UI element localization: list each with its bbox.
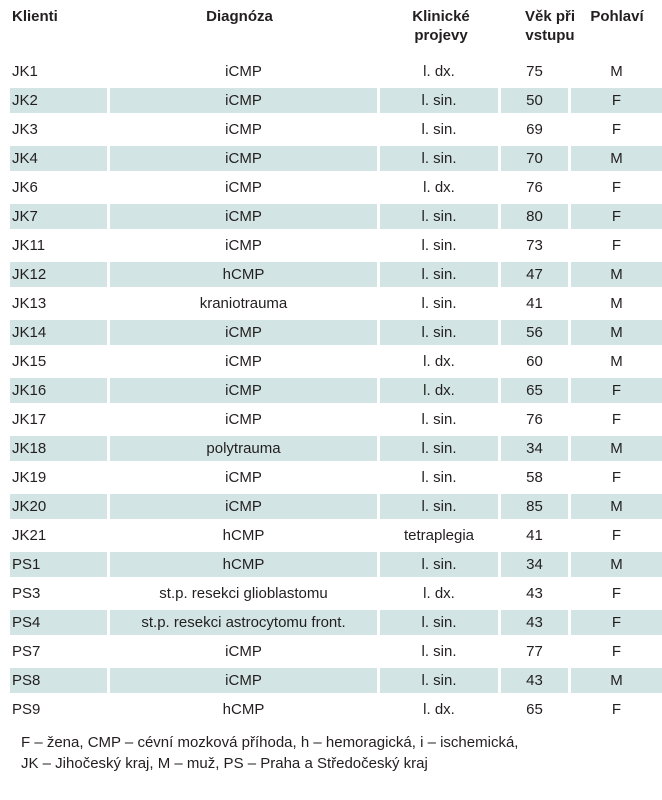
cell-clinical-signs: l. sin. — [421, 411, 457, 428]
cell-diagnosis: hCMP — [222, 701, 265, 718]
cell-clinical-signs: l. sin. — [421, 295, 457, 312]
cell-clinical-signs: l. sin. — [380, 320, 498, 345]
cell-diagnosis: iCMP — [225, 237, 262, 254]
patients-table — [10, 7, 642, 724]
table-row — [10, 115, 642, 144]
cell-clinical-signs: l. sin. — [421, 643, 457, 660]
header-clients — [10, 7, 104, 26]
cell-sex: M — [571, 320, 662, 345]
cell-clinical-signs: l. sin. — [380, 204, 498, 229]
cell-sex: M — [571, 668, 662, 693]
table-row — [10, 666, 642, 695]
cell-sex: M — [571, 146, 662, 171]
cell-client: PS4 — [10, 610, 107, 635]
cell-client: JK11 — [12, 237, 46, 254]
footnote-line-1: F – žena, CMP – cévní mozková příhoda, h – hemoragická, i – ischemická, — [21, 734, 519, 751]
cell-clinical-signs: tetraplegia — [403, 527, 475, 544]
cell-client: PS1 — [10, 552, 107, 577]
table-row — [10, 579, 642, 608]
cell-client: PS7 — [12, 643, 41, 660]
cell-diagnosis: iCMP — [225, 643, 262, 660]
header-age-line2: vstupu — [525, 27, 575, 44]
cell-diagnosis: iCMP — [225, 353, 262, 370]
cell-age: 75 — [526, 63, 543, 80]
cell-client: JK18 — [10, 436, 107, 461]
table-row — [10, 434, 642, 463]
cell-sex: F — [571, 378, 662, 403]
cell-sex: M — [571, 552, 662, 577]
cell-sex: F — [611, 643, 622, 660]
footnote-line-2: JK – Jihočeský kraj, M – muž, PS – Praha a Středočeský kraj — [21, 755, 428, 772]
table-row — [10, 550, 642, 579]
header-diagnosis-line1: Diagnóza — [206, 8, 273, 25]
table-row — [10, 57, 642, 86]
cell-diagnosis: iCMP — [225, 121, 262, 138]
cell-age: 47 — [501, 262, 568, 287]
cell-age: 76 — [526, 179, 543, 196]
header-sex-line1: Pohlaví — [590, 8, 644, 25]
cell-diagnosis: hCMP — [110, 552, 377, 577]
header-clinical-signs — [382, 7, 500, 45]
cell-clinical-signs: l. dx. — [423, 701, 455, 718]
cell-clinical-signs: l. sin. — [380, 610, 498, 635]
table-row — [10, 173, 642, 202]
cell-sex: F — [571, 88, 662, 113]
cell-clinical-signs: l. dx. — [423, 353, 455, 370]
cell-clinical-signs: l. sin. — [421, 469, 457, 486]
table-row — [10, 463, 642, 492]
cell-diagnosis: iCMP — [225, 469, 262, 486]
table-row — [10, 492, 642, 521]
cell-sex: F — [571, 204, 662, 229]
cell-clinical-signs: l. sin. — [380, 668, 498, 693]
cell-client: PS9 — [12, 701, 41, 718]
cell-client: JK1 — [12, 63, 38, 80]
cell-clinical-signs: l. sin. — [421, 237, 457, 254]
table-row — [10, 608, 642, 637]
cell-client: JK21 — [12, 527, 47, 544]
cell-clinical-signs: l. sin. — [380, 552, 498, 577]
cell-client: PS8 — [10, 668, 107, 693]
cell-sex: F — [611, 585, 622, 602]
cell-age: 65 — [526, 701, 543, 718]
cell-clinical-signs: l. sin. — [380, 436, 498, 461]
cell-age: 77 — [526, 643, 543, 660]
header-age-line1: Věk při — [524, 8, 576, 25]
cell-client: JK14 — [10, 320, 107, 345]
cell-age: 76 — [526, 411, 543, 428]
table-row — [10, 231, 642, 260]
cell-diagnosis: hCMP — [222, 527, 265, 544]
cell-clinical-signs: l. sin. — [421, 121, 457, 138]
cell-age: 34 — [501, 436, 568, 461]
cell-client: JK20 — [10, 494, 107, 519]
cell-clinical-signs: l. dx. — [423, 585, 455, 602]
cell-age: 43 — [501, 610, 568, 635]
cell-diagnosis: iCMP — [110, 146, 377, 171]
cell-client: JK16 — [10, 378, 107, 403]
header-diagnosis — [102, 7, 377, 26]
cell-sex: F — [611, 527, 622, 544]
cell-age: 41 — [526, 295, 543, 312]
cell-age: 85 — [501, 494, 568, 519]
cell-sex: M — [610, 295, 623, 312]
cell-diagnosis: iCMP — [110, 320, 377, 345]
cell-diagnosis: iCMP — [110, 88, 377, 113]
cell-sex: M — [610, 353, 623, 370]
table-body — [10, 57, 642, 724]
cell-diagnosis: polytrauma — [110, 436, 377, 461]
cell-diagnosis: iCMP — [110, 494, 377, 519]
cell-clinical-signs: l. dx. — [423, 179, 455, 196]
cell-age: 50 — [501, 88, 568, 113]
cell-sex: M — [571, 262, 662, 287]
cell-diagnosis: st.p. resekci astrocytomu front. — [110, 610, 377, 635]
cell-diagnosis: iCMP — [110, 668, 377, 693]
table-row — [10, 86, 642, 115]
cell-age: 70 — [501, 146, 568, 171]
cell-client: JK13 — [12, 295, 47, 312]
table-row — [10, 521, 642, 550]
cell-sex: F — [611, 179, 622, 196]
cell-clinical-signs: l. dx. — [423, 63, 455, 80]
cell-diagnosis: iCMP — [225, 179, 262, 196]
cell-sex: F — [611, 469, 622, 486]
cell-age: 80 — [501, 204, 568, 229]
table-row — [10, 405, 642, 434]
header-sex — [572, 7, 662, 26]
cell-client: JK12 — [10, 262, 107, 287]
table-row — [10, 144, 642, 173]
cell-client: JK3 — [12, 121, 38, 138]
cell-age: 34 — [501, 552, 568, 577]
cell-clinical-signs: l. dx. — [380, 378, 498, 403]
cell-age: 43 — [526, 585, 543, 602]
cell-diagnosis: hCMP — [110, 262, 377, 287]
cell-sex: F — [611, 411, 622, 428]
table-header — [10, 7, 642, 57]
cell-age: 43 — [501, 668, 568, 693]
table-row — [10, 202, 642, 231]
cell-clinical-signs: l. sin. — [380, 262, 498, 287]
cell-client: JK6 — [12, 179, 38, 196]
table-row — [10, 695, 642, 724]
cell-sex: M — [571, 436, 662, 461]
cell-client: JK15 — [12, 353, 47, 370]
cell-age: 58 — [526, 469, 543, 486]
cell-client: JK2 — [10, 88, 107, 113]
table-footnote — [21, 732, 641, 774]
cell-clinical-signs: l. sin. — [380, 146, 498, 171]
cell-clinical-signs: l. sin. — [380, 88, 498, 113]
cell-client: PS3 — [12, 585, 41, 602]
cell-sex: M — [610, 63, 623, 80]
table-row — [10, 289, 642, 318]
cell-diagnosis: iCMP — [225, 63, 262, 80]
header-clinical-signs-line2: projevy — [414, 27, 468, 44]
cell-diagnosis: iCMP — [110, 378, 377, 403]
cell-sex: M — [571, 494, 662, 519]
cell-age: 56 — [501, 320, 568, 345]
table-row — [10, 376, 642, 405]
cell-sex: F — [611, 237, 622, 254]
cell-client: JK7 — [10, 204, 107, 229]
cell-age: 69 — [526, 121, 543, 138]
cell-diagnosis: iCMP — [110, 204, 377, 229]
header-clients-line1: Klienti — [12, 8, 58, 25]
cell-age: 73 — [526, 237, 543, 254]
cell-client: JK4 — [10, 146, 107, 171]
cell-client: JK19 — [12, 469, 47, 486]
cell-sex: F — [611, 121, 622, 138]
cell-clinical-signs: l. sin. — [380, 494, 498, 519]
cell-diagnosis: kraniotrauma — [199, 295, 288, 312]
table-row — [10, 260, 642, 289]
cell-age: 60 — [526, 353, 543, 370]
cell-sex: F — [571, 610, 662, 635]
cell-diagnosis: iCMP — [225, 411, 262, 428]
cell-sex: F — [611, 701, 622, 718]
header-clinical-signs-line1: Klinické — [412, 8, 470, 25]
table-row — [10, 347, 642, 376]
table-row — [10, 637, 642, 666]
cell-client: JK17 — [12, 411, 47, 428]
table-row — [10, 318, 642, 347]
cell-age: 65 — [501, 378, 568, 403]
cell-age: 41 — [526, 527, 543, 544]
cell-diagnosis: st.p. resekci glioblastomu — [159, 585, 328, 602]
